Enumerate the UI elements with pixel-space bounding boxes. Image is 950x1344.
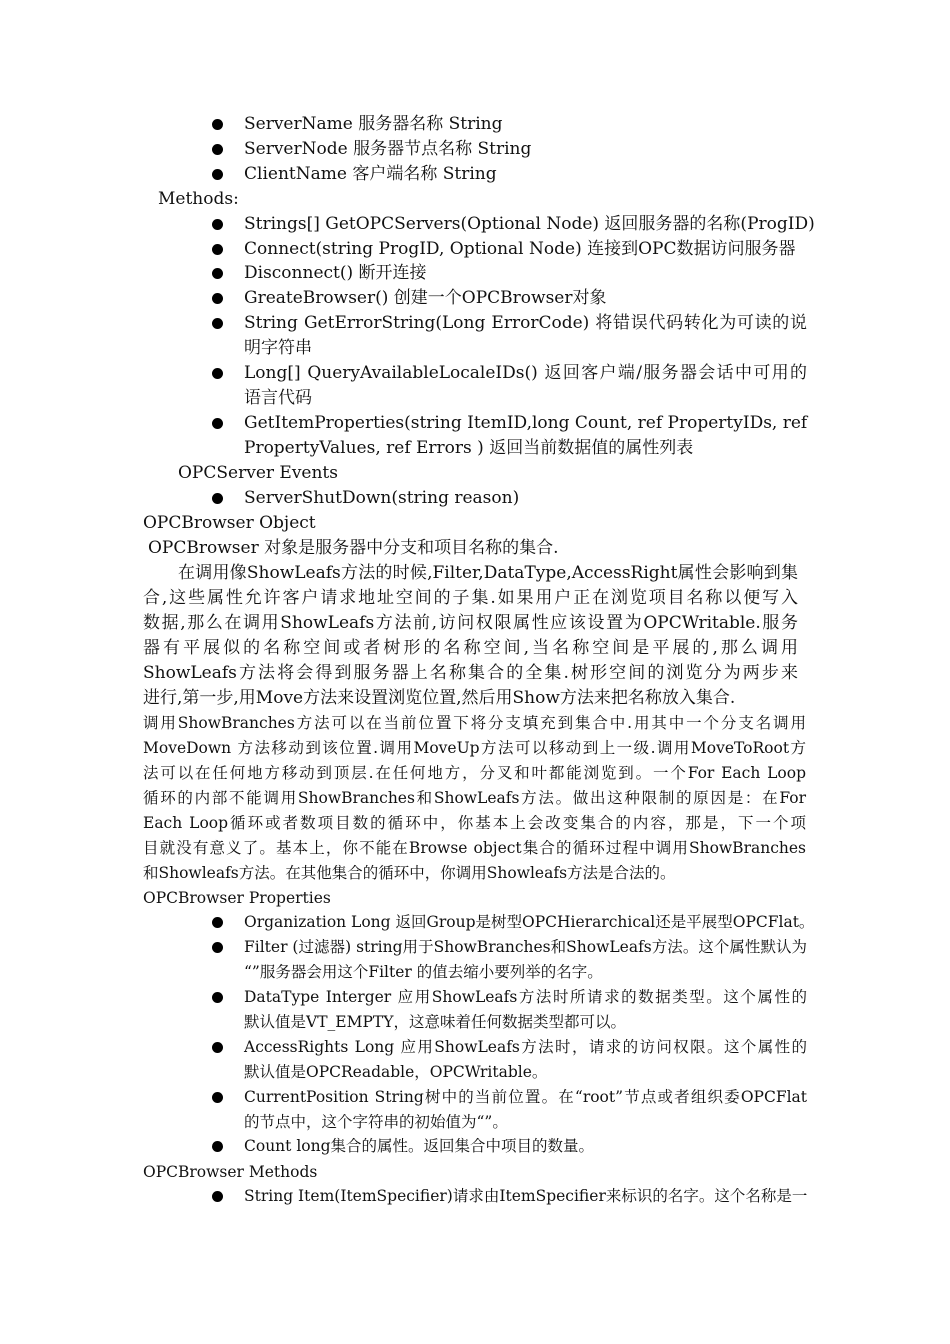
list-item-text: String Item(ItemSpecifier)请求由ItemSpecifier来标识的名字。这个名称是一 [244,1187,808,1205]
paragraph-line: 目就没有意义了。基本上，你不能在Browse object集合的循环过程中调用ShowBranches [143,839,806,857]
bullet-icon [212,119,223,130]
property-item: ClientName 客户端名称 String [244,164,497,184]
bullet-icon [212,144,223,155]
list-item-text: 的节点中，这个字符串的初始值为“”。 [244,1113,508,1131]
bullet-icon [212,917,223,928]
bullet-icon [212,418,223,429]
list-item-text: PropertyValues, ref Errors ) 返回当前数据值的属性列表 [244,438,694,458]
paragraph-line: 在调用像ShowLeafs方法的时候,Filter,DataType,AccessRight属性会影响到集 [178,563,798,583]
list-item-text: 语言代码 [244,388,312,408]
bullet-icon [212,942,223,953]
list-item-text: Long[] QueryAvailableLocaleIDs() 返回客户端/服务器会话中可用的 [244,363,807,383]
list-item-text: CurrentPosition String树中的当前位置。在“root”节点或者组织委OPCFlat [244,1088,807,1106]
bullet-icon [212,244,223,255]
paragraph-line: 和Showleafs方法。在其他集合的循环中，你调用Showleafs方法是合法的。 [143,864,676,882]
list-item-text: Count long集合的属性。返回集合中项目的数量。 [244,1137,595,1155]
list-item-text: GreateBrowser() 创建一个OPCBrowser对象 [244,288,607,308]
paragraph-line: Each Loop循环或者数项目数的循环中，你基本上会改变集合的内容，那是，下一个项 [143,814,806,832]
list-item-text: 默认值是VT_EMPTY，这意味着任何数据类型都可以。 [244,1013,626,1031]
list-item-text: GetItemProperties(string ItemID,long Count, ref PropertyIDs, ref [244,413,808,433]
list-item-text: 明字符串 [244,338,312,358]
list-item-text: Disconnect() 断开连接 [244,263,427,283]
bullet-icon [212,1191,223,1202]
paragraph-line: 合,这些属性允许客户请求地址空间的子集.如果用户正在浏览项目名称以便写入 [143,588,798,608]
list-item-text: DataType Interger 应用ShowLeafs方法时所请求的数据类型。这个属性的 [244,988,807,1006]
list-item-text: 默认值是OPCReadable，OPCWritable。 [244,1063,548,1081]
events-heading: OPCServer Events [178,463,338,483]
bullet-icon [212,1092,223,1103]
bullet-icon [212,1141,223,1152]
paragraph-line: 数据,那么在调用ShowLeafs方法前,访问权限属性应该设置为OPCWritable.服务 [143,613,798,633]
list-item-text: Filter (过滤器) string用于ShowBranches和ShowLeafs方法。这个属性默认为 [244,938,807,956]
browser-intro: OPCBrowser 对象是服务器中分支和项目名称的集合. [148,538,559,558]
bullet-icon [212,368,223,379]
browser-object-heading: OPCBrowser Object [143,513,316,533]
browser-properties-heading: OPCBrowser Properties [143,889,331,907]
list-item-text: Organization Long 返回Group是树型OPCHierarchical还是平展型OPCFlat。 [244,913,815,931]
paragraph-line: 进行,第一步,用Move方法来设置浏览位置,然后用Show方法来把名称放入集合. [143,688,736,708]
bullet-icon [212,493,223,504]
paragraph-line: 器有平展似的名称空间或者树形的名称空间,当名称空间是平展的,那么调用 [143,638,798,658]
list-item-text: String GetErrorString(Long ErrorCode) 将错误代码转化为可读的说 [244,313,807,333]
list-item-text: Connect(string ProgID, Optional Node) 连接到OPC数据访问服务器 [244,239,796,259]
bullet-icon [212,1042,223,1053]
paragraph-line: MoveDown 方法移动到该位置.调用MoveUp方法可以移动到上一级.调用MoveToRoot方 [143,739,806,757]
list-item-text: AccessRights Long 应用ShowLeafs方法时，请求的访问权限。这个属性的 [244,1038,807,1056]
bullet-icon [212,318,223,329]
list-item-text: “”服务器会用这个Filter 的值去缩小要列举的名字。 [244,963,603,981]
bullet-icon [212,293,223,304]
methods-heading: Methods: [158,189,239,209]
paragraph-line: 循环的内部不能调用ShowBranches和ShowLeafs方法。做出这种限制的原因是：在For [143,789,806,807]
list-item-text: Strings[] GetOPCServers(Optional Node) 返回服务器的名称(ProgID) [244,214,815,234]
property-item: ServerName 服务器名称 String [244,114,503,134]
event-item: ServerShutDown(string reason) [244,488,520,508]
bullet-icon [212,169,223,180]
paragraph-line: 调用ShowBranches方法可以在当前位置下将分支填充到集合中.用其中一个分支名调用 [143,714,806,732]
bullet-icon [212,268,223,279]
bullet-icon [212,219,223,230]
paragraph-line: ShowLeafs方法将会得到服务器上名称集合的全集.树形空间的浏览分为两步来 [143,663,798,683]
browser-methods-heading: OPCBrowser Methods [143,1163,318,1181]
bullet-icon [212,992,223,1003]
property-item: ServerNode 服务器节点名称 String [244,139,532,159]
paragraph-line: 法可以在任何地方移动到顶层.在任何地方，分叉和叶都能浏览到。一个For Each Loop [143,764,806,782]
